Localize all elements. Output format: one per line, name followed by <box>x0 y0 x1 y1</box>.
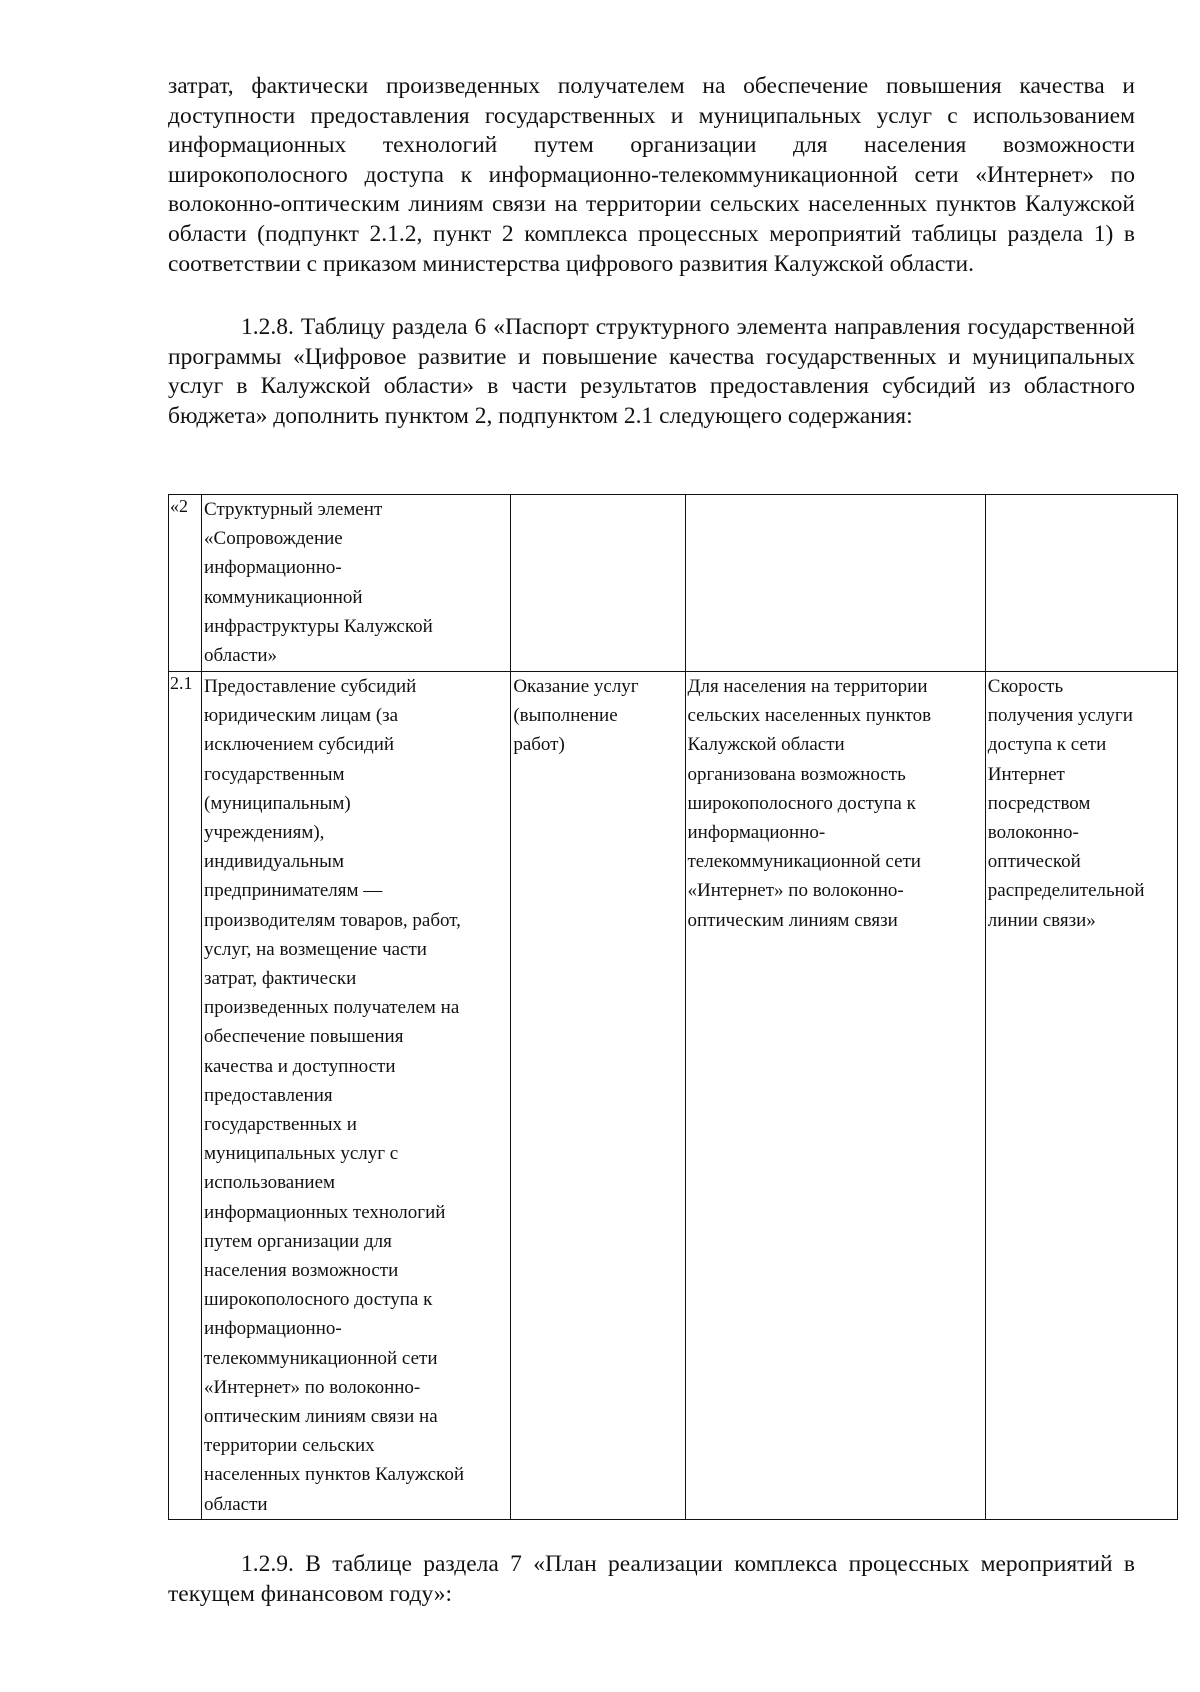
table-row <box>169 495 1178 672</box>
row-number-cell: «2 <box>169 495 202 672</box>
paragraph-continuation: затрат, фактически произведенных получателем на обеспечение повышения качества и доступности предоставления государственных и муниципальных услуг с использованием информационных технологий путем организации для населения возможности широкополосного доступа к информационно-телекоммуникационной сети «Интернет» по волоконно-оптическим линиям связи на территории сельских населенных пунктов Калужской области (подпункт 2.1.2, пункт 2 комплекса процессных мероприятий таблицы раздела 1) в соответствии с приказом министерства цифрового развития Калужской области. <box>168 73 1135 277</box>
task-name-cell: Предоставление субсидий юридическим лицам (за исключением субсидий государственным (муниципальным) учреждениям), индивидуальным предпринимателям — производителям товаров, работ, услуг, на возмещение части затрат, фактически произведенных получателем на обеспечение повышения качества и доступности предоставления государственных и муниципальных услуг с использованием информационных технологий путем организации для населения возможности широкополосного доступа к информационно- телекоммуникационной сети «Интернет» по волоконно- оптическим линиям связи на территории сельских населенных пунктов Калужской области <box>202 672 511 1520</box>
result-description-cell: Для населения на территории сельских населенных пунктов Калужской области организована возможность широкополосного доступа к информационно- телекоммуникационной сети «Интернет» по волоконно- оптическим линиям связи <box>685 672 985 1520</box>
paragraph-1-2-8: 1.2.8. Таблицу раздела 6 «Паспорт структурного элемента направления государственной программы «Цифровое развитие и повышение качества государственных и муниципальных услуг в Калужской области» в части результатов предоставления субсидий из областного бюджета» дополнить пунктом 2, подпунктом 2.1 следующего содержания: <box>168 314 1135 429</box>
result-type-cell: Оказание услуг (выполнение работ) <box>511 672 685 1520</box>
structural-element-cell: Структурный элемент «Сопровождение информационно- коммуникационной инфраструктуры Калужской области» <box>202 495 511 672</box>
result-type-cell <box>511 495 685 672</box>
result-description-cell <box>685 495 985 672</box>
result-characteristic-cell <box>985 495 1177 672</box>
paragraph-1-2-9: 1.2.9. В таблице раздела 7 «План реализации комплекса процессных мероприятий в текущем финансовом году»: <box>168 1551 1135 1607</box>
table-row <box>169 672 1178 1520</box>
row-number-cell: 2.1 <box>169 672 202 1520</box>
amendment-table <box>168 494 1178 1520</box>
result-characteristic-cell: Скорость получения услуги доступа к сети Интернет посредством волоконно- оптической распределительной линии связи» <box>985 672 1177 1520</box>
